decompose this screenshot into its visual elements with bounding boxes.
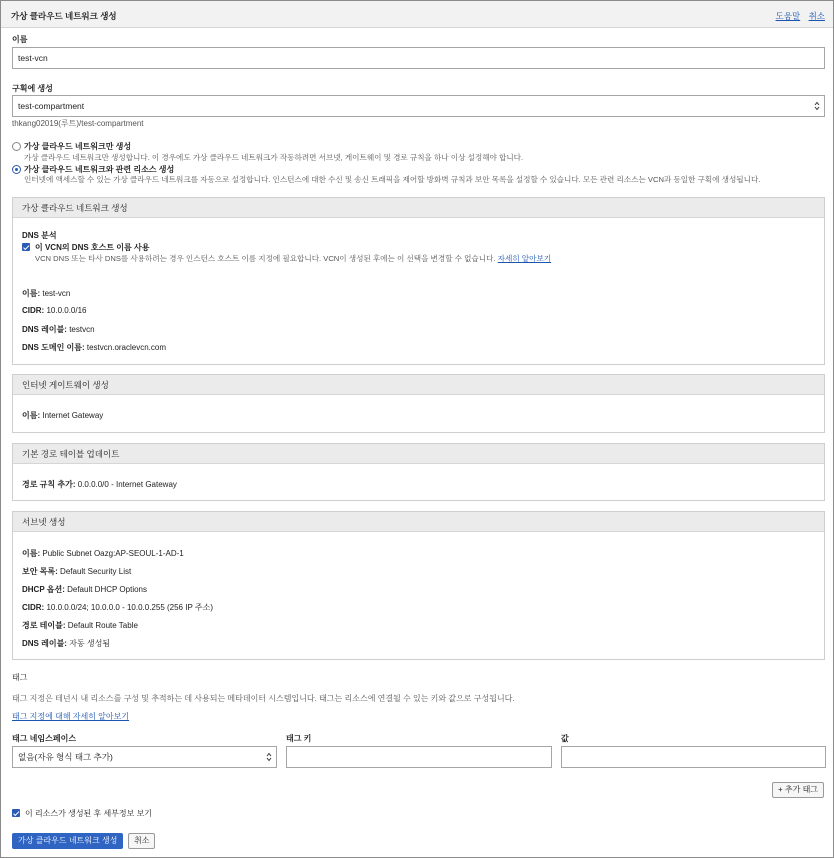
select-arrows-icon [814,101,820,111]
subnet-dns-label-row: DNS 레이블: 자동 생성됨 [22,639,111,648]
create-vcn-button[interactable]: 가상 클라우드 네트워크 생성 [12,833,123,849]
tag-key-input[interactable] [286,746,552,768]
compartment-value: test-compartment [18,101,85,111]
subnet-route-table-row: 경로 테이블: Default Route Table [22,621,138,630]
cancel-link[interactable]: 취소 [808,11,825,21]
dns-learn-more-link[interactable]: 자세히 알아보기 [497,254,552,263]
add-tag-button[interactable]: + 추가 태그 [772,782,824,798]
tags-description: 태그 지정은 테넌시 내 리소스를 구성 및 추적하는 데 사용되는 메타데이터 시스템입니다. 태그는 리소스에 연결될 수 있는 키와 값으로 구성됩니다. [12,694,515,703]
dialog-title: 가상 클라우드 네트워크 생성 [11,11,117,21]
option-vcn-with-resources-desc: 인터넷에 액세스할 수 있는 가상 클라우드 네트워크를 자동으로 설정합니다. 인스턴스에 대한 수신 및 송신 트래픽을 제어할 방화벽 규칙과 보안 목록을 설정할 수 있습니다. 모든 관련 리소스는 VCN과 동일한 구획에 생성됩니다. [24,175,761,184]
radio-vcn-with-resources[interactable] [12,165,21,174]
igw-name-row: 이름: Internet Gateway [22,411,104,420]
internet-gateway-panel [12,374,825,433]
vcn-panel [12,197,825,365]
tag-namespace-select[interactable] [12,746,277,768]
compartment-label: 구획에 생성 [12,84,53,93]
option-vcn-only-title: 가상 클라우드 네트워크만 생성 [24,142,132,151]
cancel-button[interactable]: 취소 [128,833,155,849]
subnet-security-list-row: 보안 목록: Default Security List [22,567,132,576]
compartment-path: thkang02019(루트)/test-compartment [12,119,144,128]
radio-vcn-only[interactable] [12,142,21,151]
view-details-label: 이 리소스가 생성된 후 세부정보 보기 [25,809,153,818]
route-table-panel [12,443,825,501]
dns-hostnames-label: 이 VCN의 DNS 호스트 이름 사용 [35,243,150,252]
vcn-panel-header: 가상 클라우드 네트워크 생성 [13,198,824,218]
route-table-header: 기본 경로 테이블 업데이트 [13,444,824,464]
option-vcn-only-desc: 가상 클라우드 네트워크만 생성합니다. 이 경우에도 가상 클라우드 네트워크가 작동하려면 서브넷, 게이트웨이 및 경로 규칙을 하나 이상 설정해야 합니다. [24,153,524,162]
subnet-name-row: 이름: Public Subnet Oazg:AP-SEOUL-1-AD-1 [22,549,184,558]
compartment-select[interactable] [12,95,825,117]
dialog-header [1,1,833,28]
option-vcn-with-resources-title: 가상 클라우드 네트워크와 관련 리소스 생성 [24,165,175,174]
header-links [770,10,825,22]
subnet-panel-header: 서브넷 생성 [13,512,824,532]
route-rule-row: 경로 규칙 추가: 0.0.0.0/0 - Internet Gateway [22,480,177,489]
subnet-dhcp-row: DHCP 옵션: Default DHCP Options [22,585,147,594]
tag-key-label: 태그 키 [286,734,312,743]
dns-resolution-label: DNS 분석 [22,231,57,240]
dns-hostnames-checkbox[interactable] [22,243,30,251]
dns-hostnames-desc: VCN DNS 또는 타사 DNS를 사용하려는 경우 인스턴스 호스트 이름 지정에 필요합니다. VCN이 생성된 후에는 이 선택을 변경할 수 없습니다. 자세히 알아보기 [35,254,552,263]
help-link[interactable]: 도움말 [775,11,801,21]
vcn-cidr-row: CIDR: 10.0.0.0/16 [22,306,87,315]
view-details-checkbox[interactable] [12,809,20,817]
internet-gateway-header: 인터넷 게이트웨이 생성 [13,375,824,395]
tags-learn-more-link[interactable]: 태그 지정에 대해 자세히 알아보기 [12,712,130,721]
name-label: 이름 [12,35,28,44]
vcn-dns-label-row: DNS 레이블: testvcn [22,325,95,334]
tags-heading: 태그 [12,673,28,682]
name-input[interactable]: test-vcn [12,47,825,69]
vcn-dns-domain-row: DNS 도메인 이름: testvcn.oraclevcn.com [22,343,167,352]
vcn-name-row: 이름: test-vcn [22,289,71,298]
subnet-panel [12,511,825,660]
tag-namespace-label: 태그 네임스페이스 [12,734,77,743]
select-arrows-icon [266,752,272,762]
tag-namespace-value: 없음(자유 형식 태그 추가) [18,752,113,762]
subnet-cidr-row: CIDR: 10.0.0.0/24; 10.0.0.0 - 10.0.0.255 (256 IP 주소) [22,603,213,612]
tag-value-input[interactable] [561,746,826,768]
tag-value-label: 값 [561,734,569,743]
